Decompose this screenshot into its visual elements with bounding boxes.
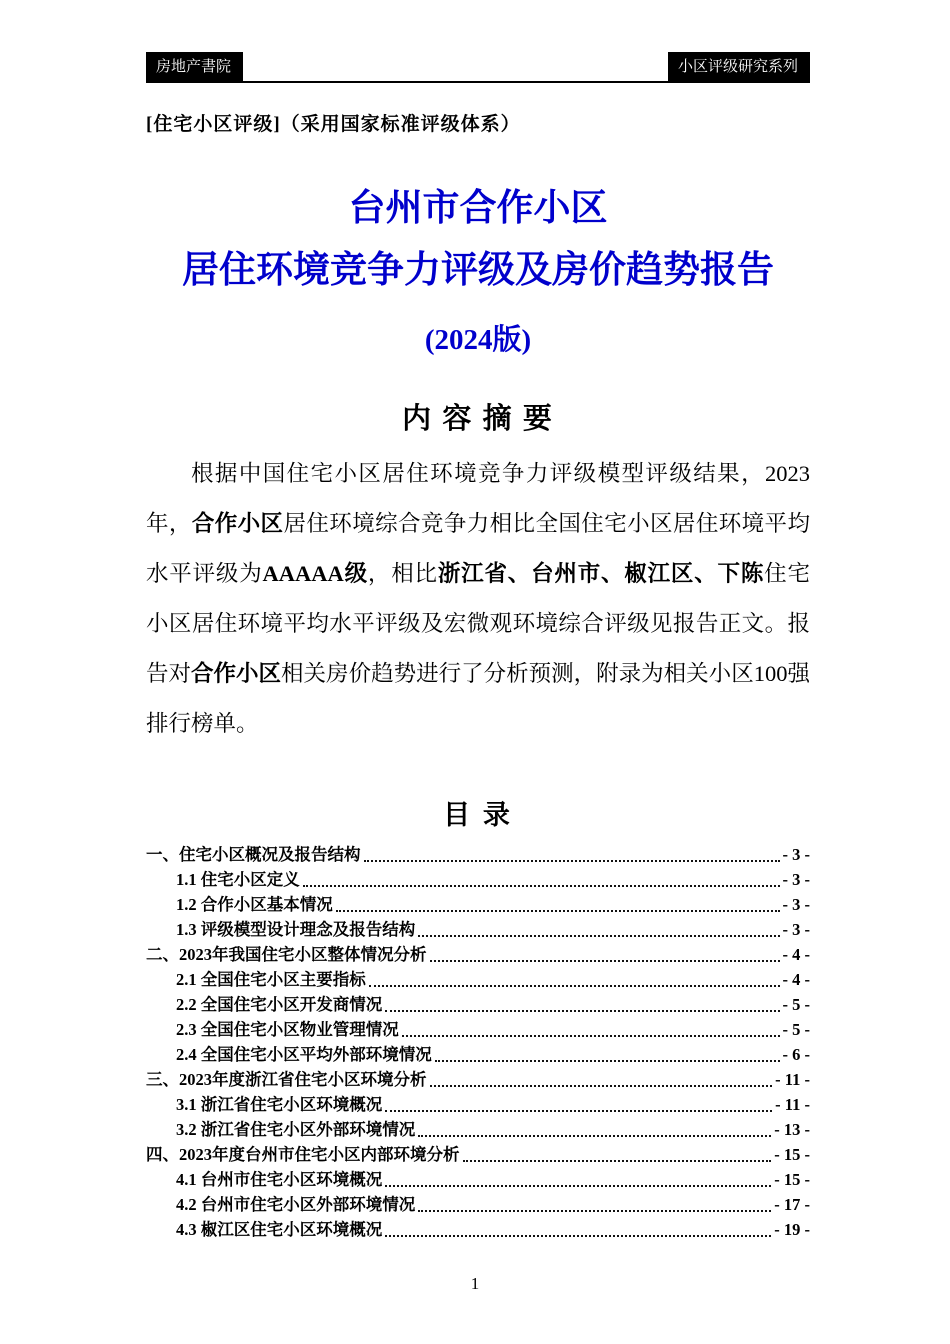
toc-entry-label: 1.2 合作小区基本情况 — [176, 894, 333, 914]
toc-entry[interactable] — [146, 917, 810, 942]
toc-entry[interactable] — [146, 1117, 810, 1142]
toc-entry-page-number: - 4 - — [782, 969, 810, 989]
toc-entry[interactable] — [146, 892, 810, 917]
toc-entry[interactable] — [146, 992, 810, 1017]
page-number: 1 — [470, 1274, 480, 1293]
toc-entry[interactable] — [146, 867, 810, 892]
toc-entry-page-number: - 13 - — [774, 1119, 810, 1139]
toc-entry-label: 四、2023年度台州市住宅小区内部环境分析 — [146, 1144, 460, 1164]
toc-entry-label: 4.3 椒江区住宅小区环境概况 — [176, 1219, 383, 1239]
toc-entry-page-number: - 15 - — [774, 1144, 810, 1164]
toc-entry[interactable] — [146, 1217, 810, 1242]
toc-entry[interactable] — [146, 942, 810, 967]
toc-entry-page-number: - 4 - — [782, 944, 810, 964]
header-left-label: 房地产書院 — [146, 52, 243, 81]
report-title-line2: 居住环境竞争力评级及房价趋势报告 — [182, 250, 774, 292]
toc-leader-dots — [385, 1110, 772, 1112]
toc-entry-label: 二、2023年我国住宅小区整体情况分析 — [146, 944, 427, 964]
toc-entry[interactable] — [146, 1092, 810, 1117]
toc-leader-dots — [303, 885, 780, 887]
toc-entry-page-number: - 3 - — [782, 919, 810, 939]
abstract-text-segment: 住宅小区居住环境平均水平评级及宏微观环境综合评级见报告正文。报告对 — [146, 560, 810, 686]
toc-entry-label: 1.1 住宅小区定义 — [176, 869, 300, 889]
toc-entry-page-number: - 3 - — [782, 844, 810, 864]
toc-entry-label: 2.4 全国住宅小区平均外部环境情况 — [176, 1044, 432, 1064]
toc-entry-page-number: - 5 - — [782, 1019, 810, 1039]
toc-leader-dots — [385, 1010, 779, 1012]
abstract-heading: 内 容 摘 要 — [402, 402, 554, 435]
abstract-bold-segment: AAAAA级 — [262, 560, 368, 586]
toc-entry-label: 一、住宅小区概况及报告结构 — [146, 844, 361, 864]
abstract-text-segment: 根据中国住宅小区居住环境竞争力评级模型评级结果，2023年， — [146, 460, 810, 536]
toc-entry-label: 1.3 评级模型设计理念及报告结构 — [176, 919, 416, 939]
toc-entry[interactable] — [146, 1192, 810, 1217]
report-title-line1: 台州市合作小区 — [348, 188, 608, 229]
toc-entry-page-number: - 19 - — [774, 1219, 810, 1239]
toc-leader-dots — [364, 860, 780, 862]
toc-entry-page-number: - 3 - — [782, 869, 810, 889]
toc-leader-dots — [418, 935, 779, 937]
table-of-contents — [146, 842, 810, 1242]
toc-leader-dots — [385, 1185, 771, 1187]
toc-entry-label: 2.3 全国住宅小区物业管理情况 — [176, 1019, 399, 1039]
toc-entry[interactable] — [146, 1067, 810, 1092]
rating-system-note: [住宅小区评级]（采用国家标准评级体系） — [146, 114, 521, 135]
header-right-label: 小区评级研究系列 — [668, 52, 810, 81]
toc-leader-dots — [418, 1135, 771, 1137]
abstract-bold-segment: 浙江省、台州市、椒江区、下陈 — [437, 560, 765, 586]
toc-entry-label: 2.2 全国住宅小区开发商情况 — [176, 994, 383, 1014]
toc-entry-label: 三、2023年度浙江省住宅小区环境分析 — [146, 1069, 427, 1089]
toc-entry[interactable] — [146, 1142, 810, 1167]
toc-entry-page-number: - 11 - — [775, 1069, 810, 1089]
toc-entry-label: 3.1 浙江省住宅小区环境概况 — [176, 1094, 383, 1114]
toc-entry-page-number: - 17 - — [774, 1194, 810, 1214]
abstract-text-segment: ，相比 — [367, 560, 438, 586]
toc-entry-label: 4.1 台州市住宅小区环境概况 — [176, 1169, 383, 1189]
toc-entry-label: 4.2 台州市住宅小区外部环境情况 — [176, 1194, 416, 1214]
toc-entry[interactable] — [146, 967, 810, 992]
abstract-text-segment: 居住环境综合竞争力相比全国住宅小区居住环境平均水平评级为 — [146, 510, 810, 586]
toc-entry-page-number: - 15 - — [774, 1169, 810, 1189]
toc-leader-dots — [402, 1035, 780, 1037]
toc-leader-dots — [463, 1160, 772, 1162]
toc-leader-dots — [385, 1235, 771, 1237]
toc-heading: 目 录 — [443, 799, 513, 830]
page-footer — [0, 1274, 950, 1294]
abstract-bold-segment: 合作小区 — [191, 660, 282, 686]
toc-entry-label: 3.2 浙江省住宅小区外部环境情况 — [176, 1119, 416, 1139]
toc-entry[interactable] — [146, 1017, 810, 1042]
toc-entry-page-number: - 11 - — [775, 1094, 810, 1114]
toc-leader-dots — [430, 960, 780, 962]
abstract-paragraph — [146, 449, 810, 749]
toc-leader-dots — [435, 1060, 780, 1062]
abstract-bold-segment: 合作小区 — [191, 510, 284, 536]
toc-entry-label: 2.1 全国住宅小区主要指标 — [176, 969, 366, 989]
toc-entry[interactable] — [146, 842, 810, 867]
toc-entry-page-number: - 3 - — [782, 894, 810, 914]
abstract-text-segment: 相关房价趋势进行了分析预测，附录为相关小区100强排行榜单。 — [146, 660, 810, 736]
toc-leader-dots — [336, 910, 780, 912]
report-edition: (2024版) — [424, 323, 532, 356]
toc-leader-dots — [430, 1085, 773, 1087]
toc-entry-page-number: - 5 - — [782, 994, 810, 1014]
toc-leader-dots — [369, 985, 780, 987]
toc-entry-page-number: - 6 - — [782, 1044, 810, 1064]
toc-entry[interactable] — [146, 1042, 810, 1067]
toc-leader-dots — [418, 1210, 771, 1212]
page-header — [146, 52, 810, 83]
toc-entry[interactable] — [146, 1167, 810, 1192]
